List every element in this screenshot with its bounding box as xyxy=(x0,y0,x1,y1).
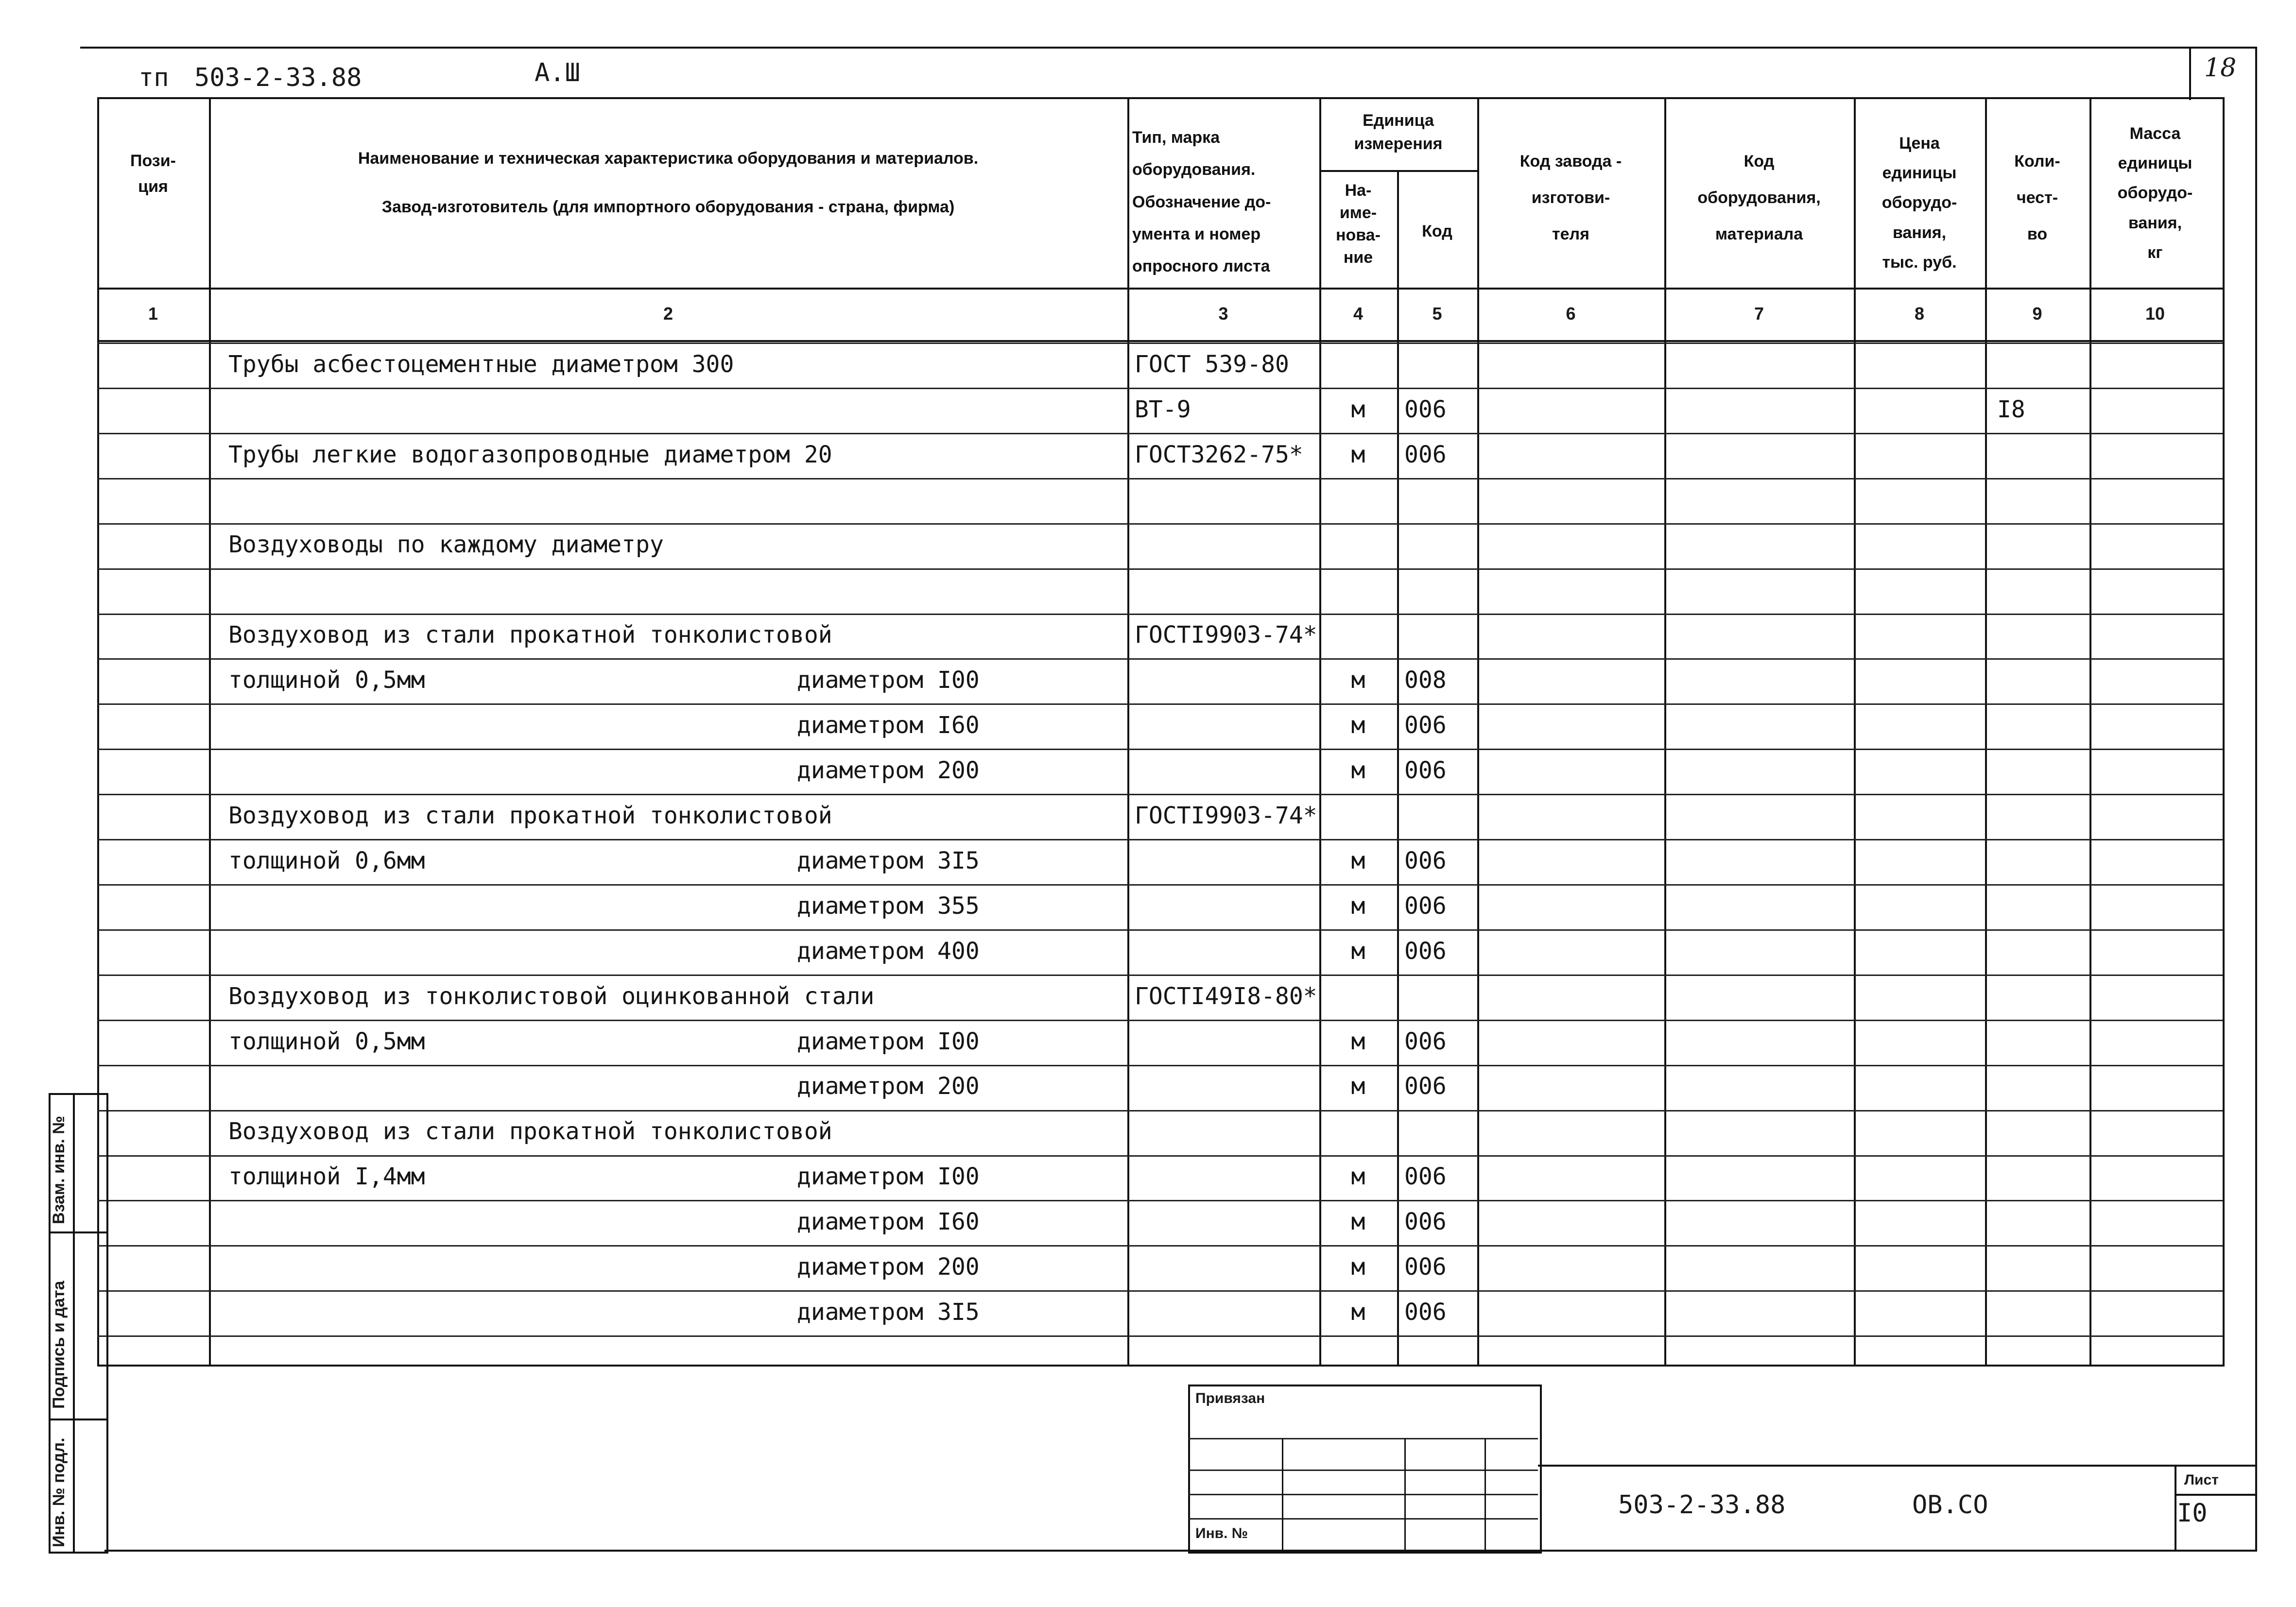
row-code: 006 xyxy=(1404,757,1447,784)
colnum-1: 1 xyxy=(148,304,158,324)
row-line xyxy=(97,478,2223,479)
row-diameter: диаметром I00 xyxy=(797,1028,980,1055)
row-line xyxy=(97,614,2223,615)
sidebar-inner-line xyxy=(73,1093,75,1552)
right-border xyxy=(2255,47,2257,1552)
colnum-7: 7 xyxy=(1754,304,1764,324)
row-name: толщиной 0,6мм xyxy=(228,847,425,874)
page-number-divider xyxy=(2189,47,2191,100)
row-quantity: I8 xyxy=(1997,396,2025,423)
row-name: Трубы асбестоцементные диаметром 300 xyxy=(228,351,734,378)
row-unit: м xyxy=(1351,1253,1365,1281)
row-diameter: диаметром 400 xyxy=(797,938,980,965)
header-name-line1: Наименование и техническая характеристика оборудования и материалов. xyxy=(358,149,979,168)
row-type: ГОСТI49I8-80* xyxy=(1135,983,1317,1010)
sidebar-vzam-label: Взам. инв. № xyxy=(50,1115,68,1224)
colnum-2: 2 xyxy=(663,304,673,324)
row-line xyxy=(97,388,2223,389)
row-code: 006 xyxy=(1404,1253,1447,1281)
row-diameter: диаметром 200 xyxy=(797,1253,980,1281)
row-line xyxy=(97,1110,2223,1111)
header-doc-code: 503-2-33.88 xyxy=(194,63,362,92)
col-line-1 xyxy=(209,97,211,1365)
sidebar-div-2 xyxy=(49,1419,106,1420)
row-line xyxy=(97,342,2223,344)
row-unit: м xyxy=(1351,1163,1365,1190)
row-line xyxy=(97,1200,2223,1201)
col-line-9 xyxy=(2089,97,2091,1365)
row-diameter: диаметром 200 xyxy=(797,757,980,784)
privyazan-label: Привязан xyxy=(1195,1390,1265,1406)
header-type: Тип, марка оборудования. Обозначение до- умента и номер опросного листа xyxy=(1132,128,1271,276)
row-diameter: диаметром 3I5 xyxy=(797,1299,980,1326)
album-label: А.Ш xyxy=(535,58,580,87)
header-unit-group: Единица измерения xyxy=(1354,111,1443,153)
stamp-mark: ОВ.СО xyxy=(1912,1490,1988,1520)
row-line xyxy=(97,839,2223,840)
bottom-border xyxy=(104,1550,2257,1552)
header-name-line2: Завод-изготовитель (для импортного оборудования - страна, фирма) xyxy=(381,198,955,216)
row-unit: м xyxy=(1351,396,1365,423)
unit-subheader-line xyxy=(1319,170,1477,172)
colnum-3: 3 xyxy=(1218,304,1228,324)
sheet-number: I0 xyxy=(2177,1499,2208,1528)
row-line xyxy=(97,974,2223,976)
colnum-4: 4 xyxy=(1353,304,1364,324)
row-unit: м xyxy=(1351,847,1365,874)
header-mass: Масса единицы оборудо- вания, кг xyxy=(2117,124,2193,262)
header-factory-code: Код завода - изготови- теля xyxy=(1519,152,1622,243)
row-name: Воздуховоды по каждому диаметру xyxy=(228,531,664,558)
row-line xyxy=(97,794,2223,795)
row-name: Воздуховод из стали прокатной тонколистовой xyxy=(228,621,832,649)
col-line-8 xyxy=(1985,97,1987,1365)
row-diameter: диаметром I60 xyxy=(797,712,980,739)
stamp-col-3 xyxy=(1485,1438,1486,1550)
sidebar-div-1 xyxy=(49,1231,106,1233)
row-line xyxy=(97,1335,2223,1337)
row-code: 006 xyxy=(1404,1163,1447,1190)
colnum-9: 9 xyxy=(2032,304,2042,324)
header-bottom-line xyxy=(97,288,2223,290)
tp-label: тп xyxy=(138,63,169,92)
stamp-col-1 xyxy=(1282,1438,1283,1550)
row-unit: м xyxy=(1351,892,1365,920)
row-code: 006 xyxy=(1404,396,1447,423)
sheet-label: Лист xyxy=(2184,1472,2219,1488)
row-unit: м xyxy=(1351,441,1365,468)
colnum-8: 8 xyxy=(1914,304,1925,324)
page-number: 18 xyxy=(2204,53,2237,83)
row-unit: м xyxy=(1351,667,1365,694)
sheet-cell-left xyxy=(2175,1465,2176,1550)
row-line xyxy=(97,1065,2223,1066)
row-diameter: диаметром I00 xyxy=(797,1163,980,1190)
header-price: Цена единицы оборудо- вания, тыс. руб. xyxy=(1882,134,1957,272)
stamp-doc-code: 503-2-33.88 xyxy=(1618,1490,1786,1520)
stamp-col-2 xyxy=(1404,1438,1406,1550)
row-code: 006 xyxy=(1404,892,1447,920)
row-line xyxy=(97,749,2223,750)
row-line xyxy=(97,433,2223,434)
row-unit: м xyxy=(1351,938,1365,965)
row-unit: м xyxy=(1351,1028,1365,1055)
row-unit: м xyxy=(1351,1073,1365,1100)
header-quantity: Коли- чест- во xyxy=(2014,152,2060,243)
sidebar-inv-label: Инв. № подл. xyxy=(50,1437,68,1547)
col-line-5 xyxy=(1477,97,1479,1365)
row-line xyxy=(97,1245,2223,1247)
row-name: Воздуховод из тонколистовой оцинкованной стали xyxy=(228,983,875,1010)
colnum-10: 10 xyxy=(2145,304,2165,324)
row-unit: м xyxy=(1351,1299,1365,1326)
row-name: толщиной 0,5мм xyxy=(228,667,425,694)
top-border xyxy=(80,47,2257,49)
row-name: толщиной 0,5мм xyxy=(228,1028,425,1055)
row-code: 006 xyxy=(1404,712,1447,739)
row-line xyxy=(97,1020,2223,1021)
row-unit: м xyxy=(1351,757,1365,784)
row-name: толщиной I,4мм xyxy=(228,1163,425,1190)
row-diameter: диаметром 200 xyxy=(797,1073,980,1100)
row-name: Трубы легкие водогазопроводные диаметром 20 xyxy=(228,441,832,468)
col-line-4 xyxy=(1397,170,1399,1365)
row-diameter: диаметром 3I5 xyxy=(797,847,980,874)
header-position: Пози- ция xyxy=(130,152,176,196)
inv-no-label: Инв. № xyxy=(1195,1525,1248,1541)
row-code: 006 xyxy=(1404,1299,1447,1326)
row-unit: м xyxy=(1351,712,1365,739)
colnum-5: 5 xyxy=(1432,304,1442,324)
row-diameter: диаметром I60 xyxy=(797,1208,980,1235)
row-diameter: диаметром I00 xyxy=(797,667,980,694)
row-code: 006 xyxy=(1404,1028,1447,1055)
row-unit: м xyxy=(1351,1208,1365,1235)
header-unit-code: Код xyxy=(1422,222,1452,240)
row-type: ГОСТI9903-74* xyxy=(1135,621,1317,649)
row-type: ГОСТ 539-80 xyxy=(1135,351,1289,378)
row-line xyxy=(97,929,2223,931)
row-line xyxy=(97,523,2223,525)
col-line-2 xyxy=(1127,97,1129,1365)
row-code: 006 xyxy=(1404,441,1447,468)
row-name: Воздуховод из стали прокатной тонколистовой xyxy=(228,802,832,829)
row-name: Воздуховод из стали прокатной тонколистовой xyxy=(228,1118,832,1145)
header-unit-name: На- име- нова- ние xyxy=(1336,181,1381,267)
sheet-cell-mid xyxy=(2175,1494,2257,1496)
row-type: ГОСТ3262-75* xyxy=(1135,441,1303,468)
row-line xyxy=(97,1155,2223,1157)
row-code: 006 xyxy=(1404,938,1447,965)
row-line xyxy=(97,884,2223,886)
row-code: 006 xyxy=(1404,1073,1447,1100)
row-line xyxy=(97,658,2223,660)
row-type: ГОСТI9903-74* xyxy=(1135,802,1317,829)
col-line-6 xyxy=(1664,97,1666,1365)
row-code: 006 xyxy=(1404,847,1447,874)
header-equipment-code: Код оборудования, материала xyxy=(1697,152,1821,243)
colnum-6: 6 xyxy=(1566,304,1576,324)
row-diameter: диаметром 355 xyxy=(797,892,980,920)
row-line xyxy=(97,568,2223,570)
sidebar-podpis-label: Подпись и дата xyxy=(50,1281,68,1409)
row-code: 006 xyxy=(1404,1208,1447,1235)
row-line xyxy=(97,703,2223,705)
title-block-top xyxy=(1538,1465,2257,1467)
row-line xyxy=(97,1290,2223,1292)
colnum-bottom-line xyxy=(97,340,2223,342)
row-code: 008 xyxy=(1404,667,1447,694)
row-type: ВТ-9 xyxy=(1135,396,1191,423)
col-line-7 xyxy=(1854,97,1856,1365)
